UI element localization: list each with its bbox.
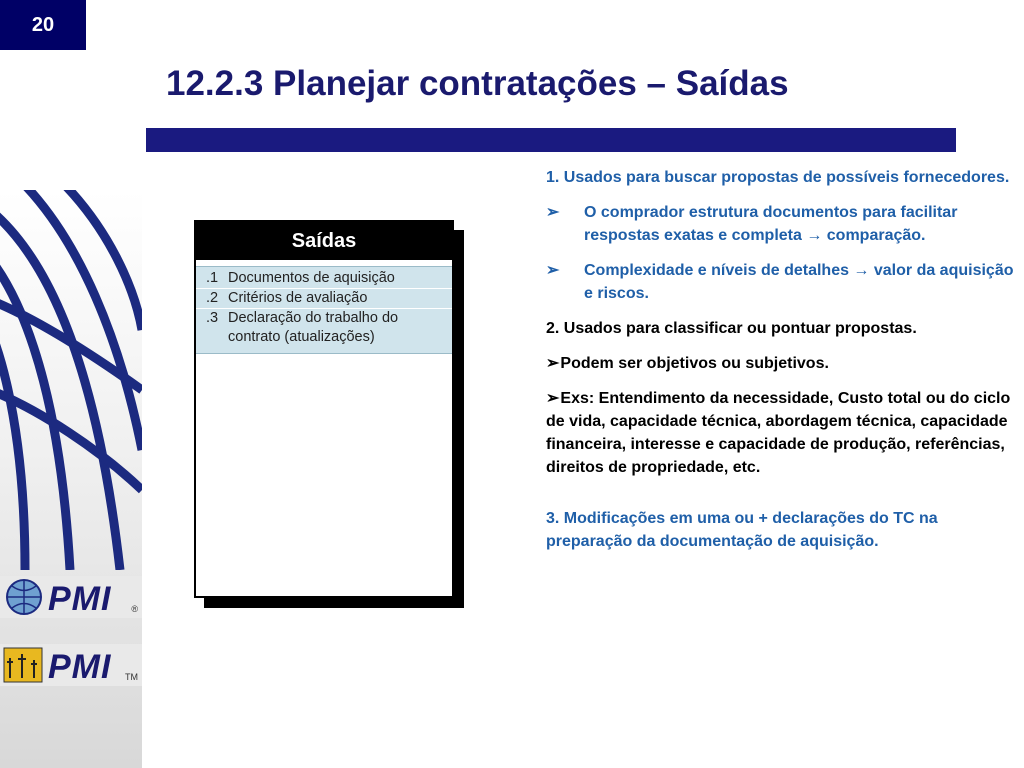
trademark-mark: TM <box>125 672 138 682</box>
bullet-arrow-icon: ➢ <box>546 390 560 407</box>
globe-icon <box>2 576 46 618</box>
bullet-arrow-icon: ➢ <box>546 355 560 372</box>
item-text: Critérios de avaliação <box>228 290 368 306</box>
bullet-arrow-icon: ➢ <box>546 204 560 221</box>
pmi-logo-text: PMI <box>48 580 112 618</box>
slide-number <box>0 0 86 50</box>
bullet-arrow-icon: ➢ <box>546 262 560 279</box>
item-text: Declaração do trabalho do contrato (atualizações) <box>228 310 399 345</box>
bullet-4-text: Exs: Entendimento da necessidade, Custo total ou do ciclo de vida, capacidade técnica, abordagem técnica, capacidade financeira, interesse e capacidade de produção, referências, direitos de propriedade, etc. <box>546 390 1011 476</box>
bullet-4 <box>546 387 1016 479</box>
bullet-3-text: Podem ser objetivos ou subjetivos. <box>560 355 829 372</box>
pmi-logo-1 <box>0 576 142 618</box>
outputs-box <box>194 220 454 598</box>
bullet-2-text: Complexidade e níveis de detalhes → valor da aquisição e riscos. <box>584 262 1014 302</box>
slide-title: 12.2.3 Planejar contratações – Saídas <box>166 64 789 103</box>
list-item <box>196 309 452 347</box>
landscape-icon <box>2 644 46 686</box>
outputs-box-header: Saídas <box>196 222 452 260</box>
item-number: .1 <box>206 270 219 286</box>
pmi-logo-text: PMI <box>48 648 112 686</box>
bullet-2 <box>546 259 1016 305</box>
title-underline-bar <box>146 128 956 152</box>
left-decorative-panel <box>0 190 142 768</box>
list-item <box>196 289 452 309</box>
item-number: .3 <box>206 310 219 326</box>
bullet-1-text: O comprador estrutura documentos para facilitar respostas exatas e completa → comparação. <box>584 204 958 244</box>
item-number: .2 <box>206 290 219 306</box>
bullet-1 <box>546 201 1016 247</box>
list-item <box>196 269 452 289</box>
bullet-3 <box>546 352 1016 375</box>
point-1: 1. Usados para buscar propostas de possíveis fornecedores. <box>546 169 1010 186</box>
point-2: 2. Usados para classificar ou pontuar propostas. <box>546 320 917 337</box>
point-3: 3. Modificações em uma ou + declarações do TC na preparação da documentação de aquisição. <box>546 510 938 550</box>
pmi-logo-2 <box>0 644 142 686</box>
item-text: Documentos de aquisição <box>228 270 395 286</box>
content-text <box>546 166 1016 565</box>
registered-mark: ® <box>131 604 138 614</box>
globe-graphic <box>0 190 142 570</box>
slide-number-text: 20 <box>31 13 55 36</box>
outputs-list <box>196 266 452 354</box>
